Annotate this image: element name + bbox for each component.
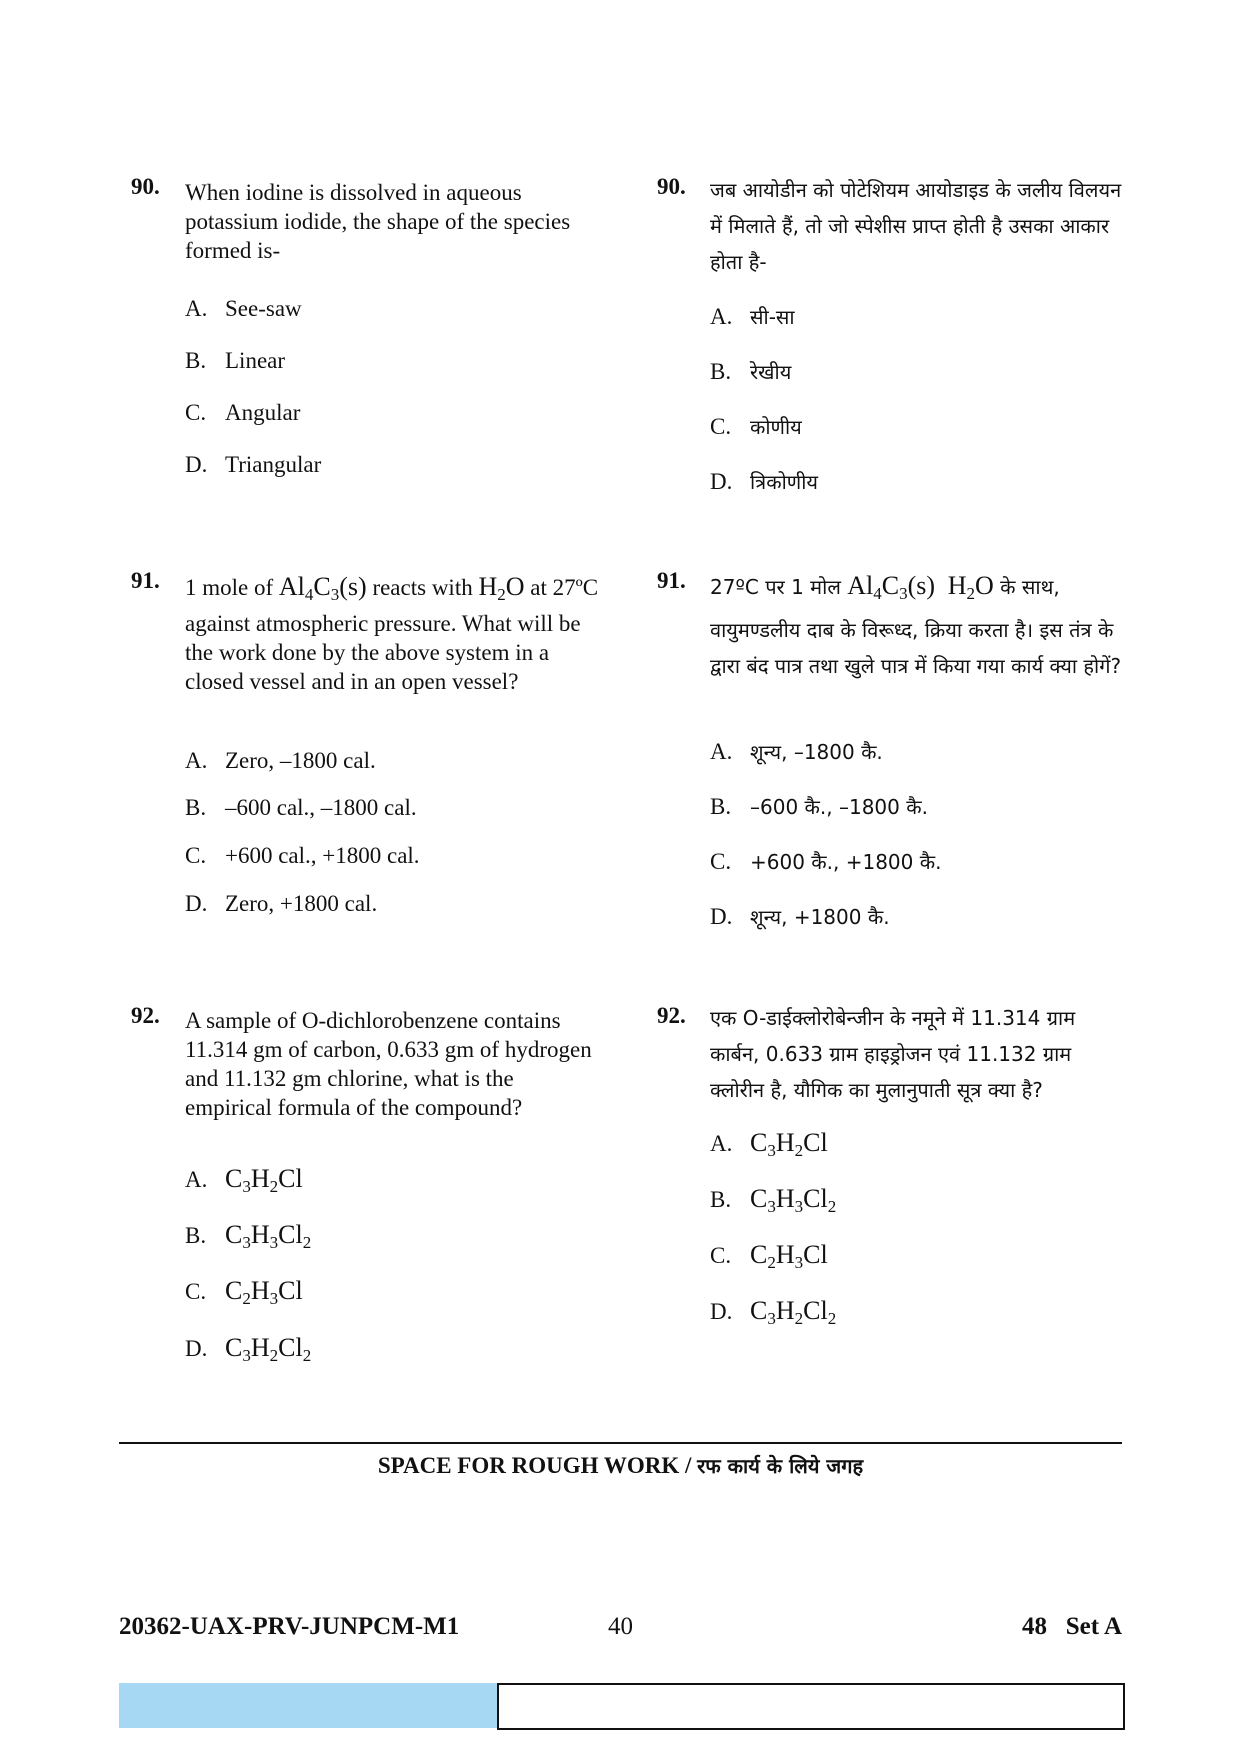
option-d[interactable]	[185, 452, 321, 478]
option-label: C.	[185, 400, 207, 425]
page-number: 40	[608, 1613, 633, 1640]
option-text: Zero, –1800 cal.	[225, 748, 376, 773]
option-label: C.	[710, 414, 732, 439]
option-text: See-saw	[225, 296, 302, 321]
option-label: C.	[185, 1279, 207, 1304]
option-text: +600 cal., +1800 cal.	[225, 843, 420, 868]
formula: $C_3H_3Cl_2$	[750, 1184, 837, 1216]
question-text: एक O-डाईक्लोरोबेन्जीन के नमूने में 11.314 ग्राम कार्बन, 0.633 ग्राम हाइड्रोजन एवं 11.132 ग्राम क्लोरीन है, यौगिक का मुलानुपाती सूत्र क्या है?	[710, 1006, 1076, 1102]
question-number: 90.	[657, 174, 686, 199]
option-text: Linear	[225, 348, 286, 373]
option-label: A.	[710, 304, 733, 329]
option-text: Zero, +1800 cal.	[225, 891, 378, 916]
rough-work-hi: रफ कार्य के लिये जगह	[697, 1454, 864, 1478]
formula-h2o: $H_2O$	[947, 571, 994, 603]
option-d[interactable]	[185, 891, 377, 917]
formula-h2o: $H_2O$	[478, 572, 525, 604]
option-text: सी-सा	[750, 305, 795, 329]
option-d[interactable]	[185, 1333, 311, 1366]
option-b[interactable]	[710, 793, 928, 820]
option-text: शून्य, –1800 कै.	[750, 740, 883, 764]
option-text: Angular	[225, 400, 301, 425]
question-number: 92.	[657, 1003, 686, 1028]
formula: $C_3H_2Cl$	[225, 1164, 303, 1196]
option-text: –600 कै., –1800 कै.	[750, 795, 928, 819]
option-c[interactable]	[710, 848, 941, 875]
option-label: B.	[710, 1187, 732, 1212]
option-text: कोणीय	[750, 415, 802, 439]
option-label: A.	[185, 1167, 208, 1192]
option-label: A.	[710, 1131, 733, 1156]
option-text: शून्य, +1800 कै.	[750, 905, 890, 929]
text-part: के साथ, वायुमण्डलीय दाब के विरूध्द, क्रिया करता है। इस तंत्र के द्वारा बंद पात्र तथा खुले पात्र में किया गया कार्य क्या होगें?	[710, 575, 1122, 678]
option-c[interactable]	[185, 400, 300, 426]
formula: $C_2H_3Cl$	[225, 1276, 303, 1308]
question-number: 90.	[131, 174, 160, 199]
question-number: 91.	[131, 568, 160, 593]
text-part: reacts with	[366, 575, 479, 600]
text-part: 27ºC पर 1 मोल	[710, 575, 848, 599]
answer-box	[497, 1683, 1125, 1730]
formula-al4c3: $Al_4C_3(s)$	[278, 572, 367, 604]
option-label: A.	[185, 296, 208, 321]
text-part: 1 mole of	[185, 575, 279, 600]
option-label: D.	[185, 1336, 208, 1361]
formula: $C_2H_3Cl$	[750, 1240, 828, 1272]
option-label: D.	[185, 891, 208, 916]
formula: $C_3H_2Cl_2$	[750, 1296, 837, 1328]
option-label: B.	[710, 794, 732, 819]
question-text: When iodine is dissolved in aqueous potassium iodide, the shape of the species formed is-	[185, 180, 571, 263]
option-label: B.	[185, 795, 207, 820]
question-text: A sample of O-dichlorobenzene contains 11.314 gm of carbon, 0.633 gm of hydrogen and 11.132 gm chlorine, what is the empirical formula of the compound?	[185, 1008, 592, 1120]
question-text	[710, 568, 1130, 684]
option-label: B.	[710, 359, 732, 384]
option-c[interactable]	[710, 413, 802, 440]
question-number: 91.	[657, 568, 686, 593]
formula-al4c3: $Al_4C_3(s)$	[847, 571, 936, 603]
option-label: B.	[185, 348, 207, 373]
option-label: B.	[185, 1223, 207, 1248]
option-label: D.	[185, 452, 208, 477]
formula: $C_3H_2Cl_2$	[225, 1333, 312, 1365]
option-a[interactable]	[185, 748, 376, 774]
formula: $C_3H_2Cl$	[750, 1128, 828, 1160]
formula: $C_3H_3Cl_2$	[225, 1220, 312, 1252]
option-b[interactable]	[185, 348, 285, 374]
option-a[interactable]	[710, 303, 795, 330]
option-d[interactable]	[710, 1296, 836, 1329]
set-label: 48 Set A	[1022, 1613, 1122, 1640]
paper-code: 20362-UAX-PRV-JUNPCM-M1	[119, 1613, 460, 1640]
option-c[interactable]	[185, 843, 420, 869]
question-number: 92.	[131, 1003, 160, 1028]
option-label: A.	[710, 739, 733, 764]
option-b[interactable]	[710, 358, 791, 385]
option-d[interactable]	[710, 468, 818, 495]
colour-band	[119, 1683, 497, 1728]
option-text: रेखीय	[750, 360, 792, 384]
option-label: C.	[185, 843, 207, 868]
text-part: at 27ºC against atmospheric pressure. What will be the work done by the above system in a closed vessel and in an open vessel?	[185, 575, 599, 694]
option-label: C.	[710, 849, 732, 874]
option-b[interactable]	[185, 1220, 311, 1253]
option-label: D.	[710, 904, 733, 929]
option-text: +600 कै., +1800 कै.	[750, 850, 942, 874]
question-text	[185, 572, 605, 696]
rough-work-en: SPACE FOR ROUGH WORK /	[377, 1453, 698, 1478]
option-b[interactable]	[710, 1184, 836, 1217]
option-a[interactable]	[710, 1128, 828, 1161]
option-a[interactable]	[185, 296, 302, 322]
option-label: D.	[710, 469, 733, 494]
option-label: C.	[710, 1243, 732, 1268]
option-text: Triangular	[225, 452, 322, 477]
option-a[interactable]	[185, 1164, 303, 1197]
question-text: जब आयोडीन को पोटेशियम आयोडाइड के जलीय विलयन में मिलाते हैं, तो जो स्पेशीस प्राप्त होती है उसका आकार होता है-	[710, 178, 1122, 274]
option-c[interactable]	[185, 1276, 303, 1309]
option-label: D.	[710, 1299, 733, 1324]
rough-work-heading	[0, 1452, 1241, 1479]
option-text: त्रिकोणीय	[750, 470, 818, 494]
divider-line	[119, 1442, 1122, 1444]
option-a[interactable]	[710, 738, 883, 765]
option-b[interactable]	[185, 795, 417, 821]
option-d[interactable]	[710, 903, 890, 930]
option-label: A.	[185, 748, 208, 773]
option-c[interactable]	[710, 1240, 828, 1273]
option-text: –600 cal., –1800 cal.	[225, 795, 417, 820]
